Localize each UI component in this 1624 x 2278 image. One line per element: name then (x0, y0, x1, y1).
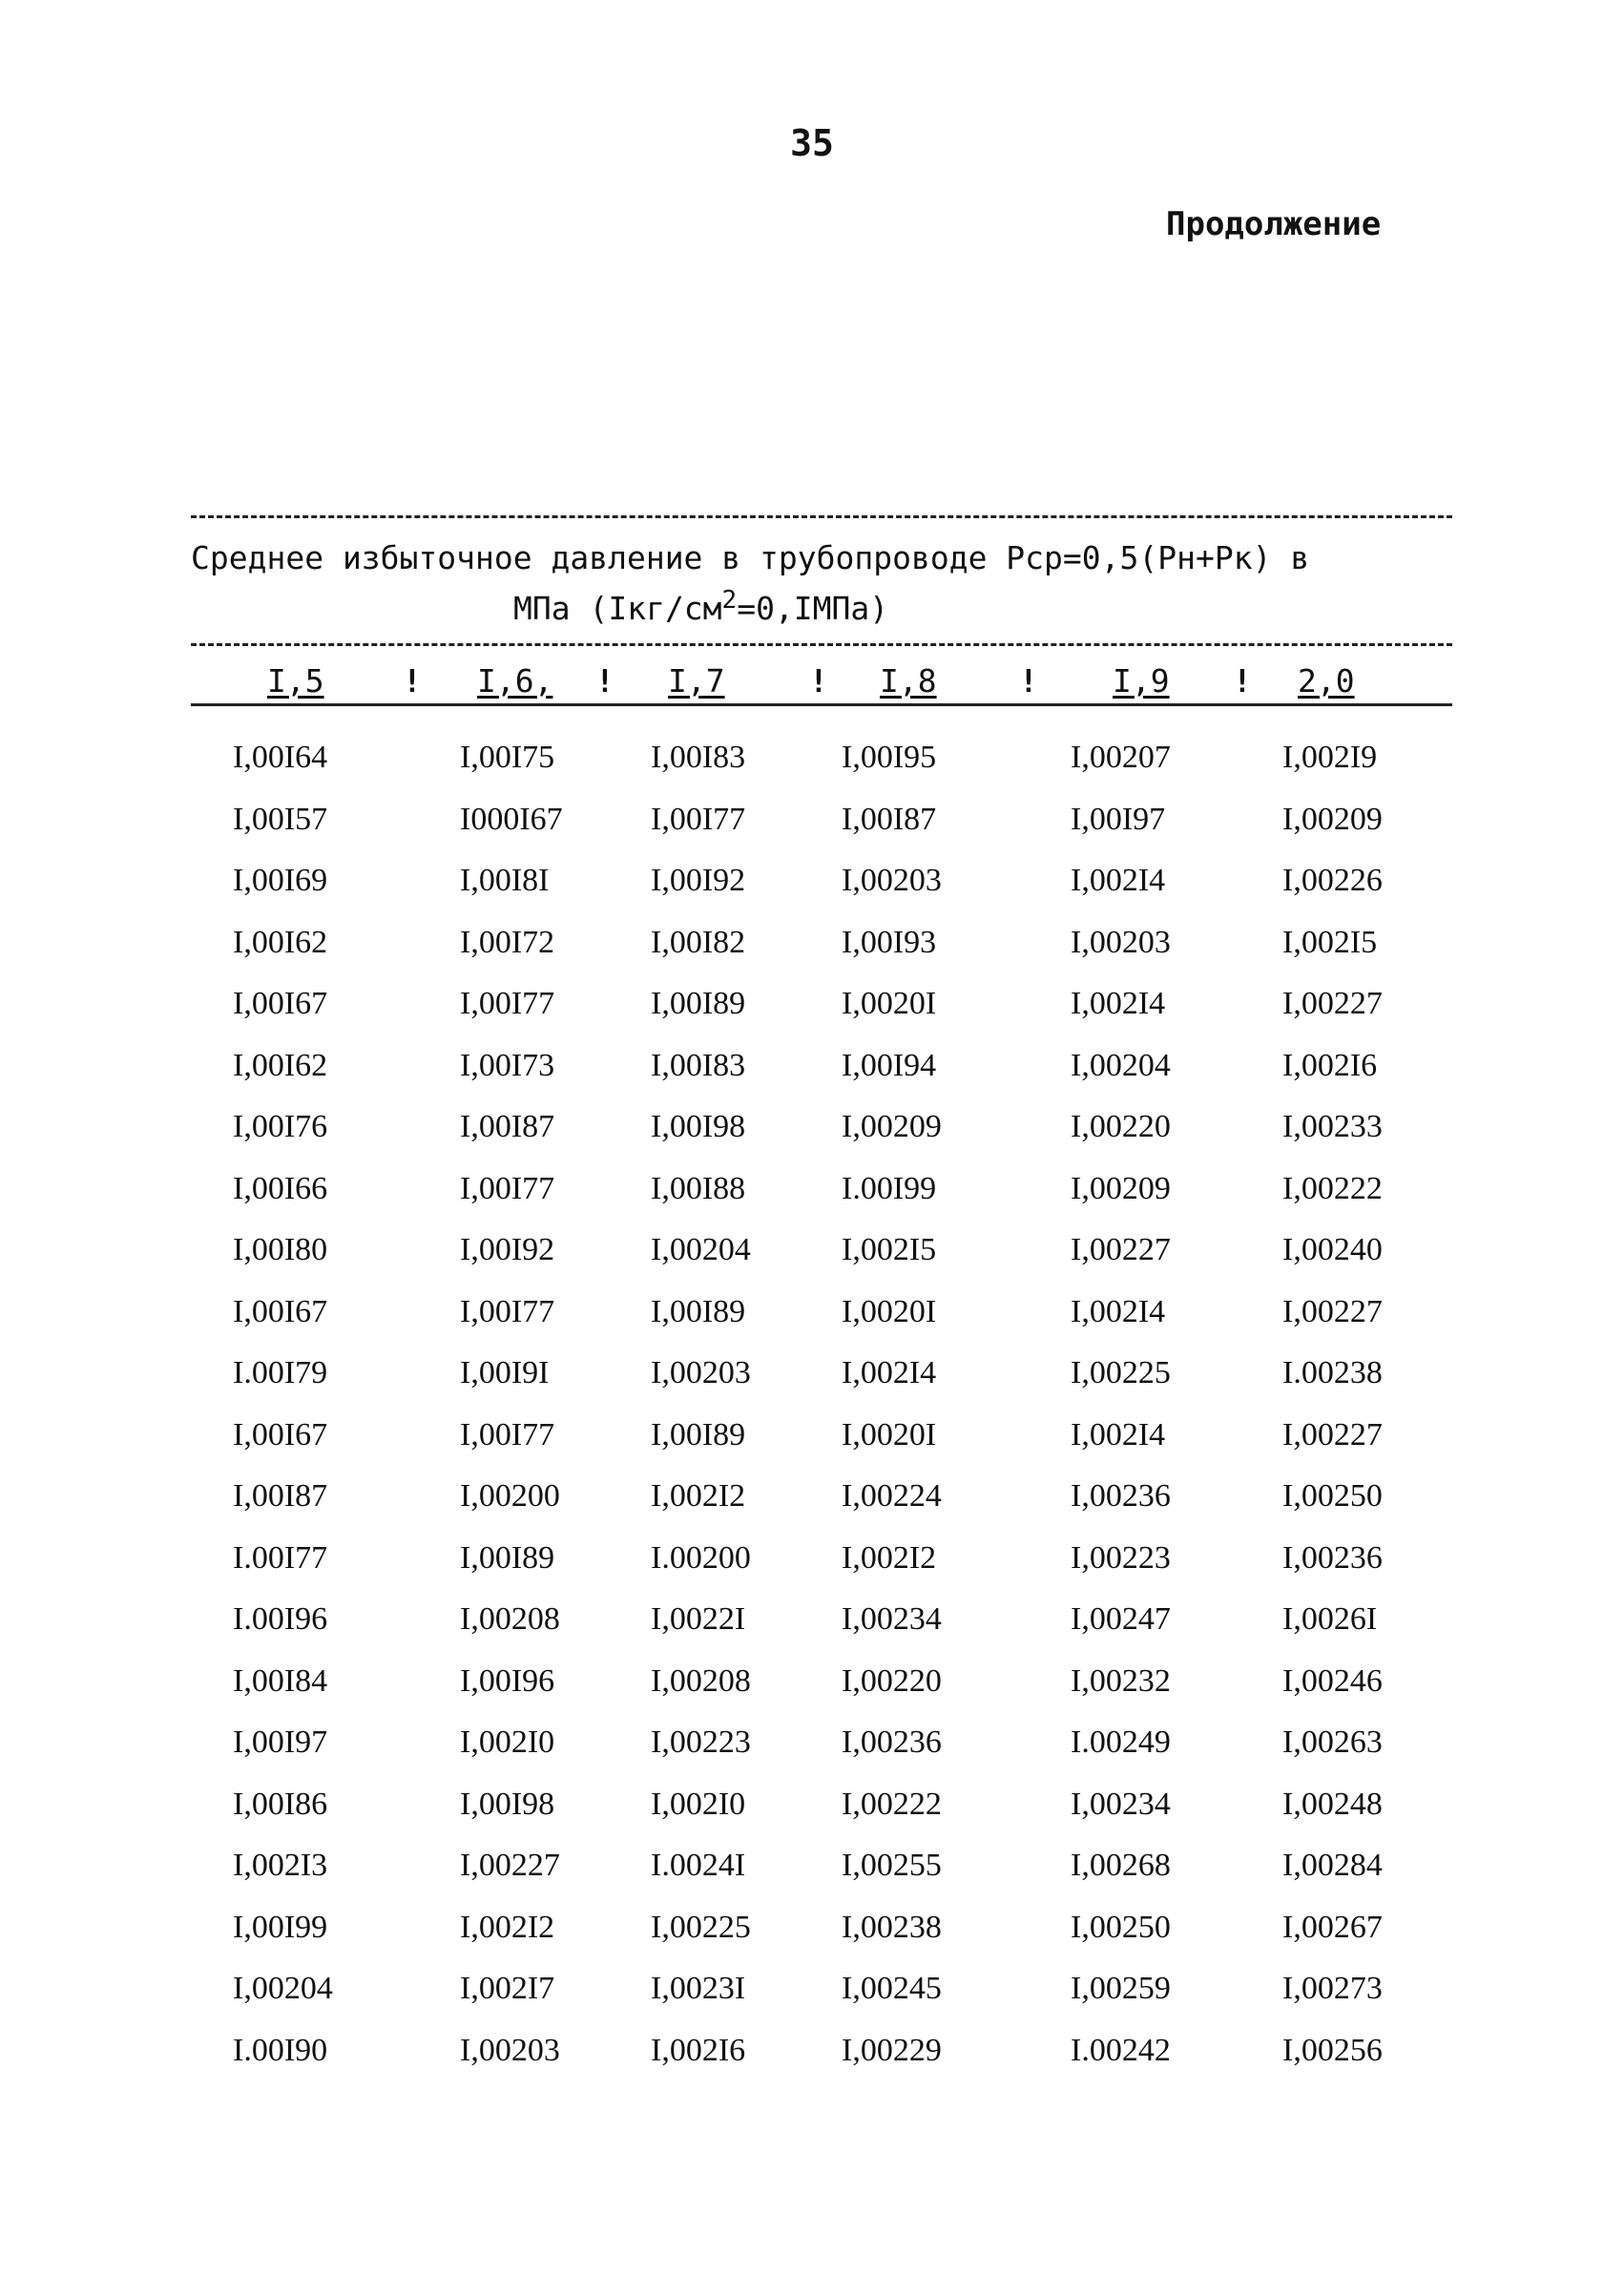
table-cell: I,00240 (1282, 1232, 1383, 1268)
table-cell: I,00I62 (233, 1047, 328, 1083)
column-header: I,7 (668, 662, 725, 700)
table-row (191, 1220, 1452, 1282)
table-cell: I,002I0 (651, 1786, 746, 1822)
table-cell: I,0026I (1282, 1601, 1378, 1638)
table-cell: I,00208 (460, 1601, 560, 1638)
table-cell: I,002I2 (842, 1539, 937, 1576)
table-cell: I,00259 (1071, 1971, 1171, 2007)
table-cell: I,00238 (842, 1909, 942, 1945)
table-cell: I,00I87 (842, 801, 937, 837)
column-header: I,9 (1113, 662, 1170, 700)
table-cell: I,002I4 (1071, 986, 1166, 1022)
table-cell: I,00226 (1282, 863, 1383, 899)
table-row (191, 850, 1452, 912)
table-cell: I,0022I (651, 1601, 746, 1638)
table-cell: I,00I64 (233, 740, 328, 776)
column-header: I,8 (880, 662, 937, 700)
table-row (191, 1405, 1452, 1467)
table-cell: I,00223 (651, 1724, 751, 1761)
caption-line-2 (191, 579, 1452, 630)
table-cell: I,00I99 (233, 1909, 328, 1945)
table-cell: I,00236 (842, 1724, 942, 1761)
table-cell: I,00I77 (460, 1170, 555, 1206)
table-cell: I,00204 (1071, 1047, 1171, 1083)
table-cell: I,00246 (1282, 1662, 1383, 1699)
table-cell: I,00203 (460, 2032, 560, 2068)
table-row (191, 727, 1452, 789)
table-cell: I,00268 (1071, 1848, 1171, 1884)
table-cell: I,00I76 (233, 1109, 328, 1145)
table-cell: I,00I69 (233, 863, 328, 899)
table-cell: I,00236 (1282, 1539, 1383, 1576)
table-cell: I,00224 (842, 1478, 942, 1515)
table-cell: I,00I77 (460, 986, 555, 1022)
continuation-label: Продолжение (1166, 205, 1382, 243)
table-cell: I,00I93 (842, 924, 937, 960)
table-cell: I,00I86 (233, 1786, 328, 1822)
table-row (191, 1651, 1452, 1713)
table-cell: I,002I4 (1071, 863, 1166, 899)
caption-line-1: Среднее избыточное давление в трубопроводе Рср=0,5(Рн+Рк) в (191, 539, 1310, 576)
column-header: I,6, (477, 662, 553, 700)
table-cell: I,00I77 (651, 801, 746, 837)
table-cell: I,002I4 (842, 1355, 937, 1391)
table-cell: I,002I5 (1282, 924, 1378, 960)
table-cell: I,00227 (460, 1848, 560, 1884)
table-cell: I,00I77 (460, 1293, 555, 1329)
column-header: 2,0 (1298, 662, 1355, 700)
table-cell: I,00I66 (233, 1170, 328, 1206)
table-row (191, 1589, 1452, 1651)
table-cell: I000I67 (460, 801, 563, 837)
table-cell: I,00I83 (651, 1047, 746, 1083)
table-cell: I,00I8I (460, 863, 550, 899)
table-cell: I,00I67 (233, 1293, 328, 1329)
table-row (191, 1282, 1452, 1344)
table-body (191, 727, 1452, 2081)
table-cell: I,00207 (1071, 740, 1171, 776)
table-cell: I,00250 (1071, 1909, 1171, 1945)
table-cell: I,00220 (1071, 1109, 1171, 1145)
table-row (191, 973, 1452, 1035)
table-cell: I,00273 (1282, 1971, 1383, 2007)
table-cell: I,00I67 (233, 1416, 328, 1452)
table-caption (191, 518, 1452, 643)
table-cell: I,00200 (460, 1478, 560, 1515)
table-cell: I,00204 (651, 1232, 751, 1268)
table-cell: I,00209 (1282, 801, 1383, 837)
table-cell: I,00204 (233, 1971, 333, 2007)
table-cell: I,00208 (651, 1662, 751, 1699)
table-cell: I,00234 (842, 1601, 942, 1638)
table-cell: I,00I89 (651, 986, 746, 1022)
table-row (191, 789, 1452, 851)
table-cell: I,00I75 (460, 740, 555, 776)
table-cell: I,00225 (651, 1909, 751, 1945)
table-row (191, 1897, 1452, 1959)
table-cell: I,00256 (1282, 2032, 1383, 2068)
table-cell: I,00I67 (233, 986, 328, 1022)
table-cell: I,00203 (1071, 924, 1171, 960)
table-row (191, 1528, 1452, 1590)
table-cell: I,00227 (1282, 1416, 1383, 1452)
table-cell: I,00I80 (233, 1232, 328, 1268)
table-cell: I,002I6 (651, 2032, 746, 2068)
table-cell: I,002I7 (460, 1971, 555, 2007)
table-cell: I.00242 (1071, 2032, 1171, 2068)
table-cell: I,00I95 (842, 740, 937, 776)
table-cell: I,00223 (1071, 1539, 1171, 1576)
table-cell: I.00I96 (233, 1601, 328, 1638)
table-cell: I,00229 (842, 2032, 942, 2068)
caption-units: МПа (Iкг/см (513, 590, 722, 627)
table-cell: I,00227 (1282, 986, 1383, 1022)
table-cell: I,002I5 (842, 1232, 937, 1268)
table-cell: I,00I73 (460, 1047, 555, 1083)
table-cell: I,00209 (1071, 1170, 1171, 1206)
table-cell: I,00222 (842, 1786, 942, 1822)
table-cell: I,00247 (1071, 1601, 1171, 1638)
table-cell: I,00I92 (651, 863, 746, 899)
table-cell: I,00I98 (460, 1786, 555, 1822)
table-cell: I,00I84 (233, 1662, 328, 1699)
table-cell: I,00I77 (460, 1416, 555, 1452)
table-cell: I,002I2 (651, 1478, 746, 1515)
table-cell: I,00245 (842, 1971, 942, 2007)
table-row (191, 1835, 1452, 1897)
table-cell: I,00225 (1071, 1355, 1171, 1391)
table-cell: I.0024I (651, 1848, 746, 1884)
column-separator: ! (403, 662, 422, 700)
table-cell: I,0020I (842, 1416, 937, 1452)
table-cell: I,00I82 (651, 924, 746, 960)
table-cell: I,00255 (842, 1848, 942, 1884)
table-cell: I.00I79 (233, 1355, 328, 1391)
table-cell: I,002I6 (1282, 1047, 1378, 1083)
table-cell: I,00I94 (842, 1047, 937, 1083)
table-cell: I,00I88 (651, 1170, 746, 1206)
table-cell: I,00I9I (460, 1355, 550, 1391)
table-cell: I,0023I (651, 1971, 746, 2007)
table-cell: I,00I57 (233, 801, 328, 837)
table-cell: I,002I4 (1071, 1293, 1166, 1329)
table-cell: I,0020I (842, 986, 937, 1022)
table-cell: I,00I92 (460, 1232, 555, 1268)
table-cell: I,00I83 (651, 740, 746, 776)
caption-superscript: 2 (721, 586, 738, 615)
table-header-row (191, 646, 1452, 703)
table-row (191, 1159, 1452, 1221)
table-cell: I,00I98 (651, 1109, 746, 1145)
table-cell: I,00227 (1282, 1293, 1383, 1329)
table-cell: I,00236 (1071, 1478, 1171, 1515)
table-cell: I,00284 (1282, 1848, 1383, 1884)
table-cell: I.00200 (651, 1539, 751, 1576)
table-row (191, 1712, 1452, 1774)
table-cell: I,002I0 (460, 1724, 555, 1761)
table-cell: I,00250 (1282, 1478, 1383, 1515)
table-cell: I.00I77 (233, 1539, 328, 1576)
table-cell: I,00267 (1282, 1909, 1383, 1945)
table-cell: I,00209 (842, 1109, 942, 1145)
table-cell: I,00I97 (1071, 801, 1166, 837)
table-cell: I,00I89 (651, 1416, 746, 1452)
table-cell: I.00238 (1282, 1355, 1383, 1391)
column-separator: ! (1019, 662, 1038, 700)
header-bottom-rule (191, 703, 1452, 706)
table-cell: I,00I89 (651, 1293, 746, 1329)
table-cell: I,00I97 (233, 1724, 328, 1761)
table-row (191, 1958, 1452, 2020)
table-cell: I,00220 (842, 1662, 942, 1699)
column-separator: ! (595, 662, 614, 700)
table-row (191, 1466, 1452, 1528)
table-cell: I,00I87 (233, 1478, 328, 1515)
table-cell: I,00222 (1282, 1170, 1383, 1206)
table-cell: I,002I4 (1071, 1416, 1166, 1452)
table-cell: I.00249 (1071, 1724, 1171, 1761)
table-cell: I,00203 (842, 863, 942, 899)
table-cell: I,00I96 (460, 1662, 555, 1699)
table-cell: I,002I3 (233, 1848, 328, 1884)
table-cell: I,00I87 (460, 1109, 555, 1145)
table-row (191, 1774, 1452, 1836)
table-row (191, 2020, 1452, 2082)
table-cell: I,00I62 (233, 924, 328, 960)
table-row (191, 1343, 1452, 1405)
table-cell: I.00I99 (842, 1170, 937, 1206)
table-cell: I,0020I (842, 1293, 937, 1329)
pressure-table (191, 515, 1452, 2081)
table-cell: I.00I90 (233, 2032, 328, 2068)
table-cell: I,00I89 (460, 1539, 555, 1576)
table-cell: I,00227 (1071, 1232, 1171, 1268)
column-separator: ! (1233, 662, 1252, 700)
table-cell: I,002I2 (460, 1909, 555, 1945)
column-header: I,5 (267, 662, 324, 700)
caption-units-conversion: =0,IМПа) (737, 590, 889, 627)
table-cell: I,002I9 (1282, 740, 1378, 776)
page-number: 35 (790, 122, 834, 164)
table-cell: I,00263 (1282, 1724, 1383, 1761)
table-row (191, 912, 1452, 974)
table-cell: I,00248 (1282, 1786, 1383, 1822)
table-row (191, 1035, 1452, 1097)
table-cell: I,00203 (651, 1355, 751, 1391)
column-separator: ! (809, 662, 828, 700)
table-cell: I,00233 (1282, 1109, 1383, 1145)
table-cell: I,00232 (1071, 1662, 1171, 1699)
table-row (191, 1097, 1452, 1159)
table-cell: I,00I72 (460, 924, 555, 960)
table-cell: I,00234 (1071, 1786, 1171, 1822)
